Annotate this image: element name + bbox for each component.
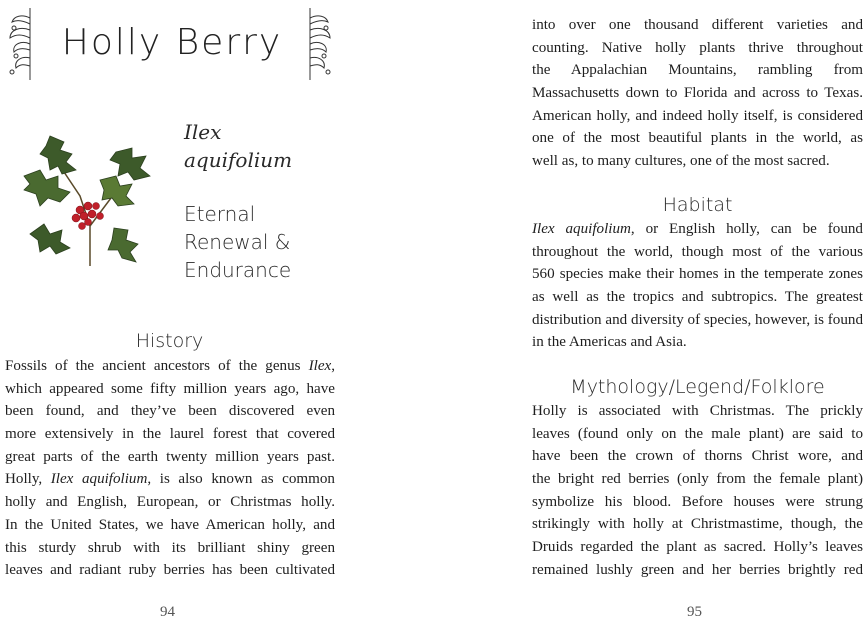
text-line: Holly is associated with Christmas. The prickly [532,403,863,419]
tagline-line: Endurance [184,258,292,282]
latin-name [184,118,292,174]
text-line: distribution and diversity of species, however, is found [532,311,863,328]
tagline-line: Renewal & [184,230,291,254]
text-line: In the United States, we have American holly, and [5,516,335,533]
text-line: remained lushly green and her berries brightly red [532,561,863,578]
text-line: great parts of the earth twenty million years past. [5,448,335,465]
text-line: Fossils of the ancient ancestors of the genus Ilex, [5,358,335,374]
page-number-right: 95 [687,604,702,620]
text-line: in the Americas and Asia. [532,334,687,351]
text-line: counting. Native holly plants thrive throughout [532,39,863,56]
text-line: leaves and radiant ruby berries has been cultivated [5,562,335,579]
text-line: one of the most beautiful plants in the world, as [532,130,863,147]
text-line: throughout the world, though most of the various [532,243,863,260]
text-line: Druids regarded the plant as sacred. Holly’s leaves [532,539,863,556]
tagline-line: Eternal [184,202,256,226]
text-line: symbolize his blood. Before houses were strung [532,493,863,510]
text-line: American holly, and indeed holly itself, is considered [532,107,863,124]
page-number-left: 94 [160,604,175,620]
text-line: Holly, Ilex aquifolium, is also known as common [5,471,335,488]
text-line: holly and English, European, or Christmas holly. [5,494,335,511]
habitat-text [532,218,863,354]
text-line: been found, and they’ve been discovered even [5,403,335,420]
page-title: Holly Berry [61,22,283,63]
latin-name-species: aquifolium [184,148,293,172]
history-text [5,355,335,582]
text-line: which appeared some fifty million years ago, have [5,380,335,397]
holly-sprig-illustration [20,126,154,272]
text-line: as well as the tropics and subtropics. The greatest [532,289,863,306]
text-line: have been the crown of thorns Christ wore, and [532,448,863,465]
text-line: well as, to many cultures, one of the most sacred. [532,153,830,170]
text-line: Massachusetts down to Florida and across to Texas. [532,85,863,102]
tagline [184,200,291,284]
text-line: into over one thousand different varieties and [532,17,863,33]
latin-name-genus: Ilex [184,120,222,144]
text-line: strikingly with holly at Christmastime, though, the [532,516,863,533]
text-line: the bright red berries (only from the female plant) [532,471,863,488]
heading-habitat: Habitat [662,194,733,216]
text-line: leaves (found only on the male plant) are said to [532,425,863,442]
text-line: the Appalachian Mountains, rambling from [532,62,863,79]
heading-history: History [135,330,204,352]
text-line: 560 species make their homes in the temperate zones [532,266,863,283]
floral-ornament-icon [306,8,334,80]
mythology-text [532,400,863,582]
heading-mythology: Mythology/Legend/Folklore [570,376,825,398]
text-line: Ilex aquifolium, or English holly, can be found [532,221,863,237]
text-line: more extensively in the laurel forest that covered [5,426,335,443]
floral-ornament-icon [6,8,34,80]
text-line: this sturdy shrub with its brilliant shiny green [5,539,335,556]
history-continued-text [532,14,863,173]
